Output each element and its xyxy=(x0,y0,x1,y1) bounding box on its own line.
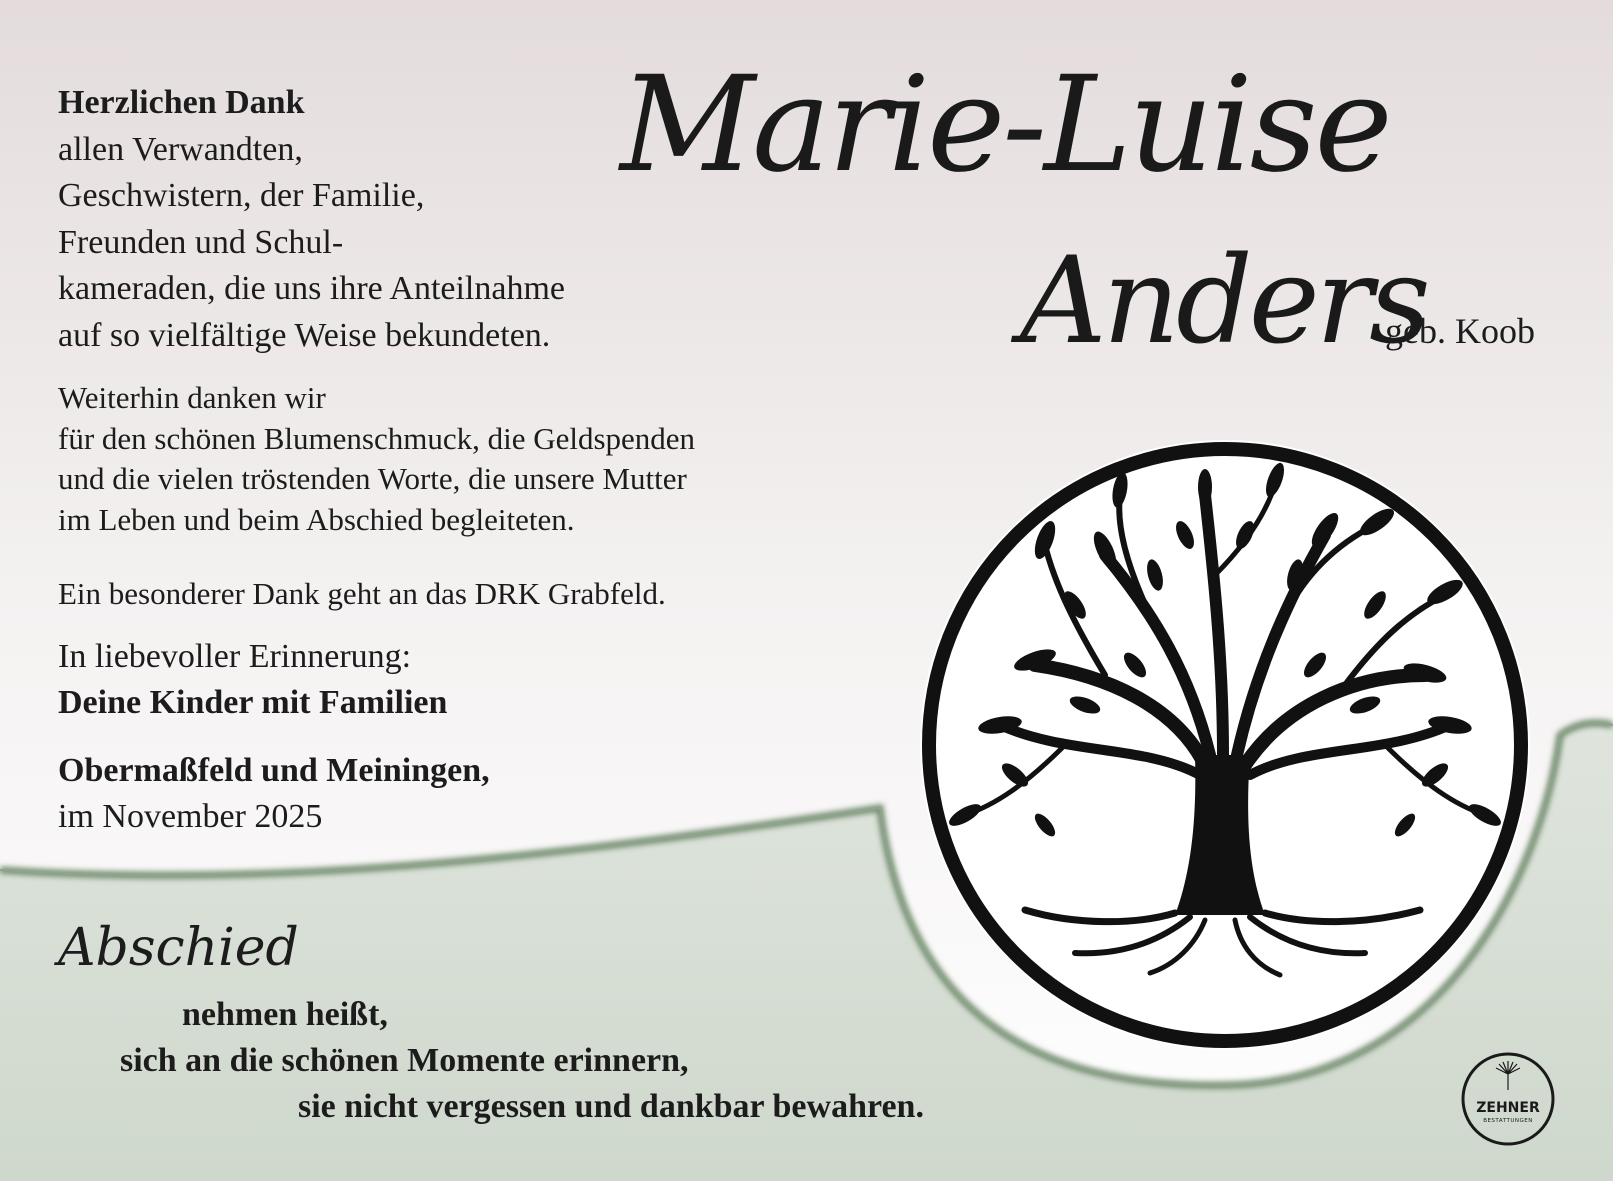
place-towns: Obermaßfeld und Meiningen, xyxy=(58,752,490,789)
logo-sub: BESTATTUNGEN xyxy=(1483,1118,1533,1124)
memory-block xyxy=(58,634,447,726)
last-name: Anders xyxy=(1020,232,1427,371)
further-thanks-block xyxy=(58,378,695,540)
quote-title: Abschied xyxy=(58,918,299,978)
logo-name: ZEHNER xyxy=(1476,1100,1540,1116)
quote-line: sie nicht vergessen und dankbar bewahren. xyxy=(298,1088,924,1125)
thanks-line: Geschwistern, der Familie, xyxy=(58,177,425,214)
dandelion-icon xyxy=(1496,1061,1520,1090)
thanks-line: auf so vielfältige Weise bekundeten. xyxy=(58,316,551,354)
maiden-name: geb. Koob xyxy=(1385,311,1535,351)
thanks-block xyxy=(58,80,565,359)
special-thanks xyxy=(58,574,666,614)
funeral-home-logo xyxy=(1459,1050,1557,1148)
first-name: Marie-Luise xyxy=(620,48,1390,202)
place-date-block xyxy=(58,748,490,840)
thanks-line: Freunden und Schul- xyxy=(58,223,344,261)
quote-line: nehmen heißt, xyxy=(182,996,388,1033)
tree-of-life-icon xyxy=(905,425,1545,1065)
memory-signed: Deine Kinder mit Familien xyxy=(58,684,448,721)
quote-line: sich an die schönen Momente erinnern, xyxy=(120,1042,689,1079)
further-line: und die vielen tröstenden Worte, die unsere Mutter xyxy=(58,461,687,496)
further-line: im Leben und beim Abschied begleiteten. xyxy=(58,501,575,537)
special-thanks-line: Ein besonderer Dank geht an das DRK Grabfeld. xyxy=(58,576,666,611)
thanks-heading: Herzlichen Dank xyxy=(58,84,305,121)
further-line: für den schönen Blumenschmuck, die Geldspenden xyxy=(58,420,696,456)
thanks-line: allen Verwandten, xyxy=(58,130,303,168)
place-date: im November 2025 xyxy=(58,798,323,835)
further-line: Weiterhin danken wir xyxy=(58,380,326,415)
memory-intro: In liebevoller Erinnerung: xyxy=(58,638,412,675)
thanks-line: kameraden, die uns ihre Anteilnahme xyxy=(58,270,565,307)
